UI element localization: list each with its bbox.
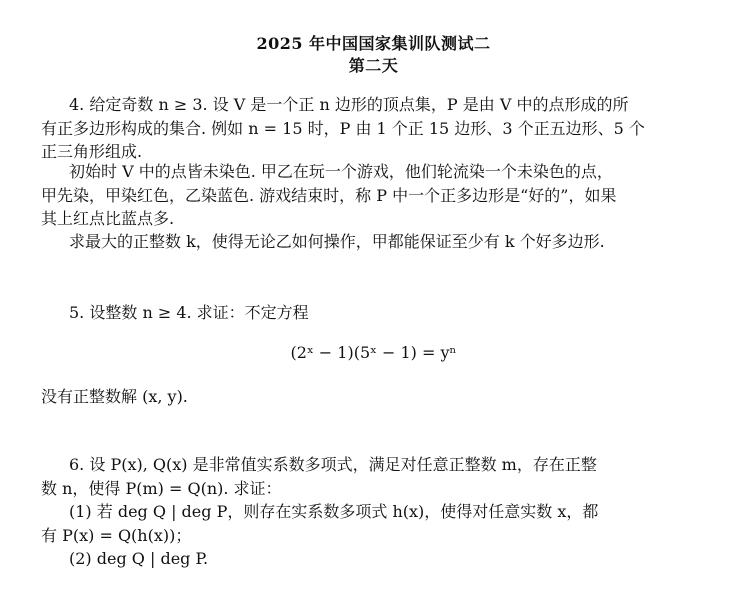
problem-4-line: 正三角形组成. [41,142,143,161]
problem-4-line: 甲先染，甲染红色，乙染蓝色. 游戏结束时，称 P 中一个正多边形是“好的”，如果 [41,185,617,205]
problem-4-line: 其上红点比蓝点多. [41,209,175,228]
problem-6-line: 6. 设 P(x), Q(x) 是非常值实系数多项式，满足对任意正整数 m，存在正整 [69,455,597,474]
page-title: 2025 年中国国家集训队测试二 [256,34,491,53]
problem-4-line: 求最大的正整数 k，使得无论乙如何操作，甲都能保证至少有 k 个好多边形. [69,232,605,251]
problem-6-line: 有 P(x) = Q(h(x))； [41,525,192,545]
problem-6-statement [41,453,709,571]
problem-6-line: (1) 若 deg Q | deg P，则存在实系数多项式 h(x)，使得对任意实数 x，都 [69,502,599,521]
problem-6-line: (2) deg Q | deg P. [69,549,209,568]
problem-4-line: 4. 给定奇数 n ≥ 3. 设 V 是一个正 n 边形的顶点集，P 是由 V 中的点形成的所 [69,95,629,114]
problem-5-equation: (2ˣ − 1)(5ˣ − 1) = yⁿ [290,343,457,362]
problem-5-line: 没有正整数解 (x, y). [41,387,188,406]
problem-5-conclusion [41,385,709,409]
problem-4-line: 有正多边形构成的集合. 例如 n = 15 时，P 由 1 个正 15 边形、3 个正五边形、5 个 [41,118,645,138]
problem-5-statement [41,301,709,325]
problem-6-line: 数 n，使得 P(m) = Q(n). 求证： [41,478,282,498]
problem-4-statement [41,93,709,164]
problem-5-line: 5. 设整数 n ≥ 4. 求证：不定方程 [69,303,309,322]
problem-4-question [41,230,709,254]
problem-4-game [41,160,709,231]
page-subtitle: 第二天 [348,56,399,75]
problem-4-line: 初始时 V 中的点皆未染色. 甲乙在玩一个游戏，他们轮流染一个未染色的点， [69,162,613,181]
